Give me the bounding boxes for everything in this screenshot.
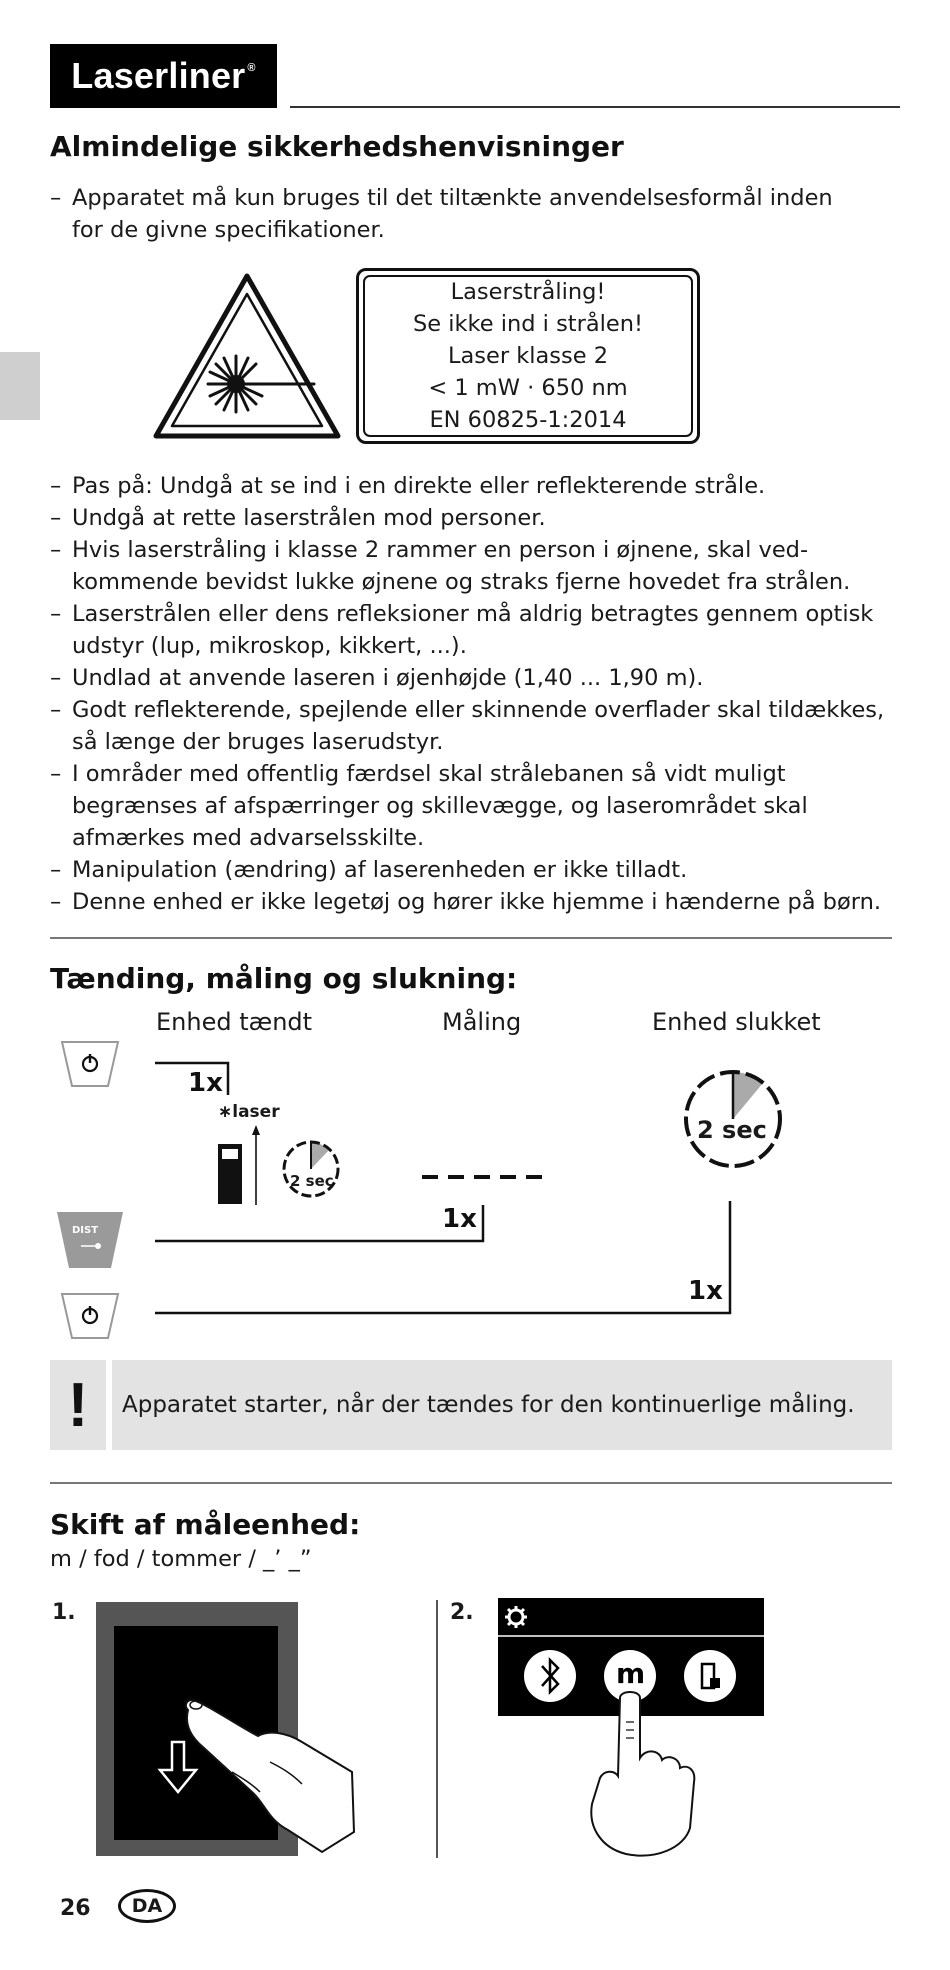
column-label-off: Enhed slukket (652, 1008, 821, 1036)
list-item: – I områder med offentlig færdsel skal strålebanen så vidt muligt begrænses af afspærringer og skillevægge, og laserområdet skal afmærkes med advarselsskilte. (50, 758, 898, 854)
laser-label: ∗laser (218, 1102, 280, 1122)
section-title-safety: Almindelige sikkerhedshenvisninger (50, 130, 624, 163)
divider (50, 937, 892, 939)
list-item: – Denne enhed er ikke legetøj og hører ikke hjemme i hænderne på børn. (50, 886, 898, 918)
power-button-icon (60, 1040, 120, 1088)
list-item: – Pas på: Undgå at se ind i en direkte eller reflekterende stråle. (50, 470, 898, 502)
list-item: – Manipulation (ændring) af laserenheden er ikke tilladt. (50, 854, 898, 886)
list-item: – Undlad at anvende laseren i øjenhøjde (1,40 ... 1,90 m). (50, 662, 898, 694)
laser-warning-triangle-icon (152, 272, 342, 440)
divider (50, 1482, 892, 1484)
unit-options: m / fod / tommer / _’ _” (50, 1546, 312, 1572)
exclamation-icon: ! (50, 1360, 112, 1450)
timer-label: 2 sec (697, 1116, 767, 1144)
timer-label: 2 sec (290, 1172, 334, 1190)
press-count-label: 1x (188, 1068, 223, 1098)
side-tab-marker (0, 352, 40, 420)
list-item: – Undgå at rette laserstrålen mod personer. (50, 502, 898, 534)
power-button-icon (60, 1292, 120, 1340)
dist-button-icon (55, 1210, 125, 1270)
safety-list (50, 470, 898, 918)
label-line: Laserstråling! (450, 279, 606, 305)
laser-class-label (356, 268, 700, 444)
dist-button-label: DIST (72, 1225, 99, 1236)
language-badge: DA (118, 1889, 176, 1923)
list-item: – Apparatet må kun bruges til det tiltænkte anvendelsesformål inden for de givne specifikationer. (50, 182, 840, 246)
device-menu-illustration (496, 1598, 766, 1860)
laserliner-logo: Laserliner ® (50, 44, 277, 108)
device-screen-swipe-illustration (92, 1602, 392, 1857)
section-title-power: Tænding, måling og slukning: (50, 962, 518, 995)
label-line: Laser klasse 2 (447, 343, 609, 369)
header-rule (290, 106, 900, 108)
press-count-label: 1x (442, 1204, 477, 1234)
step-divider (436, 1600, 438, 1858)
unit-m-button: m (616, 1657, 646, 1690)
safety-intro-list (50, 182, 840, 246)
column-label-measure: Måling (442, 1008, 522, 1036)
list-item: – Laserstrålen eller dens refleksioner må aldrig betragtes gennem optisk udstyr (lup, mikroskop, kikkert, ...). (50, 598, 898, 662)
label-line: Se ikke ind i strålen! (412, 311, 644, 337)
column-label-on: Enhed tændt (156, 1008, 313, 1036)
press-count-label: 1x (688, 1276, 723, 1306)
step-number: 1. (52, 1600, 76, 1625)
note-text: Apparatet starter, når der tændes for den kontinuerlige måling. (122, 1392, 855, 1418)
page-number: 26 (60, 1896, 91, 1921)
section-title-unit: Skift af måleenhed: (50, 1508, 361, 1541)
list-item: – Godt reflekterende, spejlende eller skinnende overflader skal tildækkes, så længe der bruges laserudstyr. (50, 694, 898, 758)
info-note (50, 1360, 892, 1450)
label-line: < 1 mW · 650 nm (428, 375, 628, 401)
list-item: – Hvis laserstråling i klasse 2 rammer en person i øjnene, skal ved-kommende bevidst lukke øjnene og straks fjerne hovedet fra strålen. (50, 534, 898, 598)
timing-diagram (150, 1055, 750, 1325)
step-number: 2. (450, 1600, 474, 1625)
timer-icon (278, 1136, 344, 1202)
label-line: EN 60825-1:2014 (429, 407, 627, 433)
